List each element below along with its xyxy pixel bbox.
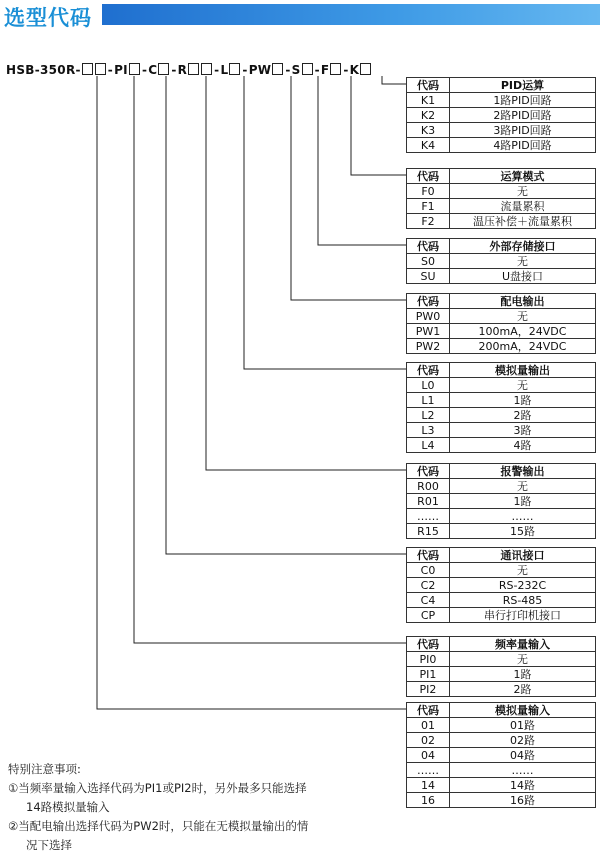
code-box [95, 63, 106, 75]
cell-desc: 无 [450, 479, 596, 494]
leader-pid [382, 76, 406, 84]
cell-code: PW2 [407, 339, 450, 354]
cell-desc: 4路 [450, 438, 596, 453]
cell-code: PI1 [407, 667, 450, 682]
cell-desc: 2路PID回路 [450, 108, 596, 123]
cell-code: C2 [407, 578, 450, 593]
cell-desc: …… [450, 763, 596, 778]
table-pid [406, 77, 596, 153]
cell-desc: 04路 [450, 748, 596, 763]
table-alarm-output [406, 463, 596, 539]
cell-desc: 3路 [450, 423, 596, 438]
header-code: 代码 [407, 294, 450, 309]
note-item-2-line1: ②当配电输出选择代码为PW2时，只能在无模拟量输出的情 [8, 819, 309, 833]
cell-desc: 100mA，24VDC [450, 324, 596, 339]
cell-desc: 1路PID回路 [450, 93, 596, 108]
header-title: 配电输出 [450, 294, 596, 309]
cell-code: R00 [407, 479, 450, 494]
cell-code: …… [407, 509, 450, 524]
title-bar [102, 4, 600, 25]
segment-label: R [177, 63, 188, 77]
cell-desc: 4路PID回路 [450, 138, 596, 153]
table-analog-input [406, 702, 596, 808]
cell-desc: 15路 [450, 524, 596, 539]
leader-analog-in [97, 76, 406, 709]
code-box [330, 63, 341, 75]
table-analog-output [406, 362, 596, 453]
header-code: 代码 [407, 78, 450, 93]
cell-desc: 无 [450, 254, 596, 269]
header-code: 代码 [407, 239, 450, 254]
code-box [302, 63, 313, 75]
cell-code: SU [407, 269, 450, 284]
cell-desc: RS-232C [450, 578, 596, 593]
table-power-output [406, 293, 596, 354]
leader-freq [134, 76, 406, 643]
cell-code: PW0 [407, 309, 450, 324]
cell-code: R15 [407, 524, 450, 539]
cell-code: L3 [407, 423, 450, 438]
cell-code: L2 [407, 408, 450, 423]
header-title: 报警输出 [450, 464, 596, 479]
leader-comm [166, 76, 406, 554]
cell-code: …… [407, 763, 450, 778]
cell-code: K2 [407, 108, 450, 123]
cell-desc: …… [450, 509, 596, 524]
cell-desc: 1路 [450, 393, 596, 408]
cell-code: F1 [407, 199, 450, 214]
cell-code: S0 [407, 254, 450, 269]
cell-desc: 1路 [450, 667, 596, 682]
cell-desc: 02路 [450, 733, 596, 748]
segment-label: K [349, 63, 360, 77]
cell-code: F0 [407, 184, 450, 199]
cell-code: PI2 [407, 682, 450, 697]
header-code: 代码 [407, 548, 450, 563]
code-box [272, 63, 283, 75]
code-box [188, 63, 199, 75]
cell-code: K4 [407, 138, 450, 153]
header-code: 代码 [407, 169, 450, 184]
notes-title: 特别注意事项: [8, 762, 81, 776]
cell-desc: RS-485 [450, 593, 596, 608]
cell-code: 04 [407, 748, 450, 763]
header-code: 代码 [407, 464, 450, 479]
code-box [129, 63, 140, 75]
header-title: 运算模式 [450, 169, 596, 184]
cell-code: C4 [407, 593, 450, 608]
cell-code: K3 [407, 123, 450, 138]
segment-label: C [148, 63, 158, 77]
cell-code: CP [407, 608, 450, 623]
code-box [158, 63, 169, 75]
header-title: 模拟量输出 [450, 363, 596, 378]
cell-desc: 串行打印机接口 [450, 608, 596, 623]
cell-code: K1 [407, 93, 450, 108]
cell-desc: 无 [450, 184, 596, 199]
note-item-1-line1: ①当频率量输入选择代码为PI1或PI2时，另外最多只能选择 [8, 781, 307, 795]
cell-desc: 温压补偿＋流量累积 [450, 214, 596, 229]
header-title: PID运算 [450, 78, 596, 93]
table-frequency-input [406, 636, 596, 697]
cell-desc: 1路 [450, 494, 596, 509]
cell-desc: 无 [450, 378, 596, 393]
table-comm-interface [406, 547, 596, 623]
note-item-2-line2: 况下选择 [26, 838, 72, 852]
header-code: 代码 [407, 637, 450, 652]
cell-code: PI0 [407, 652, 450, 667]
model-prefix: HSB-350R- [6, 63, 81, 77]
cell-code: L0 [407, 378, 450, 393]
code-box [360, 63, 371, 75]
cell-code: R01 [407, 494, 450, 509]
segment-label: S [291, 63, 301, 77]
cell-code: L1 [407, 393, 450, 408]
segment-label: PW [248, 63, 272, 77]
cell-code: 16 [407, 793, 450, 808]
table-calc-mode [406, 168, 596, 229]
code-box [201, 63, 212, 75]
leader-calc [351, 76, 406, 175]
leader-power [291, 76, 406, 300]
header-code: 代码 [407, 363, 450, 378]
cell-desc: 14路 [450, 778, 596, 793]
cell-desc: 无 [450, 309, 596, 324]
code-box [82, 63, 93, 75]
leader-storage [318, 76, 406, 245]
section-header [0, 0, 600, 30]
cell-desc: 01路 [450, 718, 596, 733]
section-title: 选型代码 [4, 6, 92, 30]
segment-label: PI [114, 63, 128, 77]
table-storage [406, 238, 596, 284]
cell-code: 01 [407, 718, 450, 733]
header-title: 外部存储接口 [450, 239, 596, 254]
cell-code: 14 [407, 778, 450, 793]
cell-desc: 无 [450, 563, 596, 578]
leader-alarm [206, 76, 406, 470]
cell-code: PW1 [407, 324, 450, 339]
header-title: 频率量输入 [450, 637, 596, 652]
note-item-1-line2: 14路模拟量输入 [26, 800, 110, 814]
cell-desc: 200mA，24VDC [450, 339, 596, 354]
leader-analog-out [244, 76, 406, 369]
cell-desc: 2路 [450, 408, 596, 423]
header-title: 通讯接口 [450, 548, 596, 563]
header-title: 模拟量输入 [450, 703, 596, 718]
special-notes [8, 760, 308, 855]
model-code: HSB-350R- -PI -C -R -L -PW -S -F -K [6, 63, 372, 77]
cell-desc: 16路 [450, 793, 596, 808]
cell-desc: U盘接口 [450, 269, 596, 284]
cell-code: L4 [407, 438, 450, 453]
cell-code: 02 [407, 733, 450, 748]
code-box [229, 63, 240, 75]
cell-desc: 2路 [450, 682, 596, 697]
cell-desc: 无 [450, 652, 596, 667]
cell-desc: 流量累积 [450, 199, 596, 214]
cell-code: C0 [407, 563, 450, 578]
cell-desc: 3路PID回路 [450, 123, 596, 138]
header-code: 代码 [407, 703, 450, 718]
cell-code: F2 [407, 214, 450, 229]
segment-label: L [220, 63, 229, 77]
segment-label: F [320, 63, 330, 77]
